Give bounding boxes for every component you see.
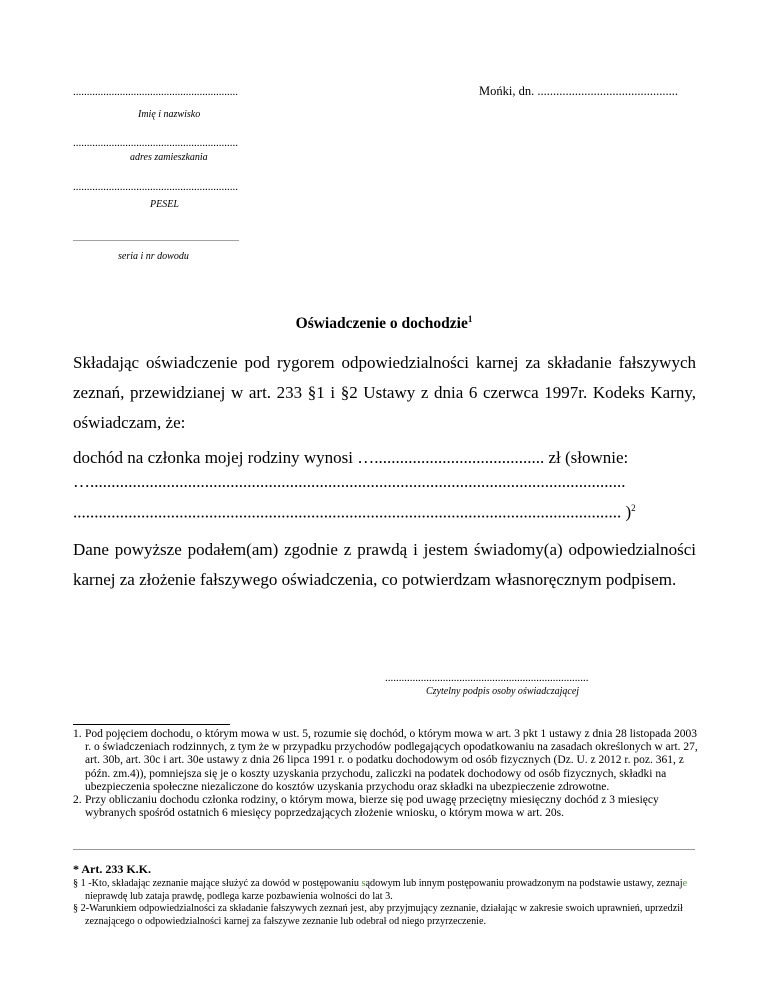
law-separator xyxy=(73,849,695,850)
footnote-2-number: 2. xyxy=(73,794,82,807)
name-dots[interactable]: ............................................................ xyxy=(73,86,238,98)
declaration-paragraph: Dane powyższe podałem(am) zgodnie z prawdą i jestem świadomy(a) odpowiedzialności karnej za złożenie fałszywego oświadczenia, co potwierdzam własnoręcznym podpisem. xyxy=(73,540,696,589)
law-highlight-2: e xyxy=(682,878,688,889)
law-paragraph-2: § 2-Warunkiem odpowiedzialności za składanie fałszywych zeznań jest, aby przyjmujący zeznanie, działając w zakresie swoich uprawnień, uprzedził zeznającego o odpowiedzialności karnej za fałszywe zeznanie lub odebrał od niego przyrzeczenie. xyxy=(73,903,683,927)
footnote-2 xyxy=(73,794,701,820)
pesel-caption: PESEL xyxy=(150,199,179,210)
footnote-1 xyxy=(73,728,701,794)
law-heading: * Art. 233 K.K. xyxy=(73,862,151,876)
id-card-dots[interactable]: ................................................................................... xyxy=(73,234,239,243)
place-date[interactable]: Mońki, dn. ............................................. xyxy=(479,84,678,98)
law-paragraph-1-part-c: nieprawdę lub zataja prawdę, podlega karze pozbawienia wolności do lat 3. xyxy=(85,890,393,902)
income-words-line-2[interactable] xyxy=(73,497,713,524)
page-title xyxy=(0,314,768,333)
footnotes xyxy=(73,728,701,820)
signature-caption: Czytelny podpis osoby oświadczającej xyxy=(426,686,580,697)
signature-dots[interactable]: .......................................................................... xyxy=(385,672,589,684)
footnote-1-text: Pod pojęciem dochodu, o którym mowa w ust. 5, rozumie się dochód, o którym mowa w art. 3 pkt 1 ustawy z dnia 28 listopada 2003 r. o świadczeniach rodzinnych, z tym że w przypadku przychodów podlegających opodatkowaniu na zasadach określonych w art. 27, art. 30b, art. 30c i art. 30e ustawy z dnia 26 lipca 1991 r. o podatku dochodowym od osób fizycznych (Dz. U. z 2012 r. poz. 361, z późn. zm.4)), pomniejsza się je o koszty uzyskania przychodu, zaliczki na podatek dochodowy od osób fizycznych, składki na ubezpieczenia społeczne niezaliczone do kosztów uzyskania przychodu oraz składki na ubezpieczenie zdrowotne. xyxy=(85,728,698,793)
address-caption: adres zamieszkania xyxy=(130,152,208,163)
footnote-2-text: Przy obliczaniu dochodu członka rodziny, o którym mowa, bierze się pod uwagę przeciętny miesięczny dochód z 3 miesięcy wybranych spośród ostatnich 6 miesięcy poprzedzających złożenie wniosku, o którym mowa w art. 20s. xyxy=(85,794,659,820)
law-highlight-1: s xyxy=(361,878,366,889)
page-title-text: Oświadczenie o dochodzie xyxy=(295,315,468,333)
footnote-separator xyxy=(73,724,230,725)
income-line[interactable]: dochód na członka mojej rodziny wynosi …........................................ zł (słownie: xyxy=(73,448,629,467)
pesel-dots[interactable]: ............................................................ xyxy=(73,181,238,193)
law-paragraph-1-part-b: ądowym lub innym postępowaniu prowadzonym na podstawie ustawy, zeznaj xyxy=(365,878,683,889)
footnote-ref-2: 2 xyxy=(631,503,636,513)
title-footnote-ref: 1 xyxy=(467,314,473,324)
name-caption: Imię i nazwisko xyxy=(138,109,201,120)
income-words-dots-2[interactable]: ................................................................................................................................. ) xyxy=(73,502,632,522)
address-dots[interactable]: ............................................................ xyxy=(73,137,238,149)
law-paragraph-1-part-a: § 1 -Kto, składając zeznanie mające służyć za dowód w postępowaniu xyxy=(73,878,362,889)
id-card-caption: seria i nr dowodu xyxy=(118,251,189,262)
income-words-dots-1[interactable]: ….............................................................................................................................. xyxy=(73,472,626,491)
statement-paragraph: Składając oświadczenie pod rygorem odpowiedzialności karnej za składanie fałszywych zeznań, przewidzianej w art. 233 §1 i §2 Ustawy z dnia 6 czerwca 1997r. Kodeks Karny, oświadczam, że: xyxy=(73,353,696,432)
footnote-1-number: 1. xyxy=(73,728,82,740)
law-text xyxy=(73,878,701,928)
law-paragraph-1 xyxy=(73,878,701,903)
